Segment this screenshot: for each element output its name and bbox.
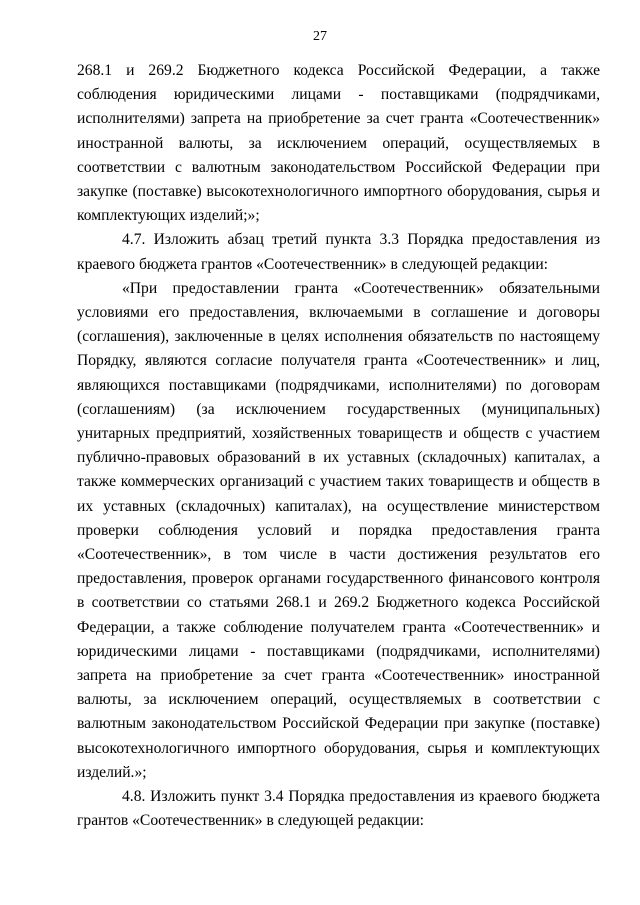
paragraph-quoted-text: «При предоставлении гранта «Соотечественник» обязательными условиями его предоставления, включаемыми в соглашение и договоры (соглашения), заключенные в целях исполнения обязательств по настоящему Порядку, являются согласие получателя гранта «Соотечественник» и лиц, являющихся поставщиками (подрядчиками, исполнителями) по договорам (соглашениям) (за исключением государственных (муниципальных) унитарных предприятий, хозяйственных товариществ и обществ с участием публично-правовых образований в их уставных (складочных) капиталах, а также коммерческих организаций с участием таких товариществ и обществ в их уставных (складочных) капиталах), на осуществление министерством проверки соблюдения условий и порядка предоставления гранта «Соотечественник», в том числе в части достижения результатов его предоставления, проверок органами государственного финансового контроля в соответствии со статьями 268.1 и 269.2 Бюджетного кодекса Российской Федерации, а также соблюдение получателем гранта «Соотечественник» и юридическими лицами - поставщиками (подрядчиками, исполнителями) запрета на приобретение за счет гранта «Соотечественник» иностранной валюты, за исключением операций, осуществляемых в соответствии с валютным законодательством Российской Федерации при закупке (поставке) высокотехнологичного импортного оборудования, сырья и комплектующих изделий.»; xyxy=(77,279,600,781)
paragraph-item-4-8: 4.8. Изложить пункт 3.4 Порядка предоставления из краевого бюджета грантов «Соотечественник» в следующей редакции: xyxy=(77,788,600,830)
page-number: 27 xyxy=(313,29,327,44)
paragraph-item-4-7: 4.7. Изложить абзац третий пункта 3.3 Порядка предоставления из краевого бюджета грантов «Соотечественник» в следующей редакции: xyxy=(77,231,600,273)
paragraph-continuation: 268.1 и 269.2 Бюджетного кодекса Российской Федерации, а также соблюдения юридическими лицами - поставщиками (подрядчиками, исполнителями) запрета на приобретение за счет гранта «Соотечественник» иностранной валюты, за исключением операций, осуществляемых в соответствии с валютным законодательством Российской Федерации при закупке (поставке) высокотехнологичного импортного оборудования, сырья и комплектующих изделий;»; xyxy=(77,62,600,225)
document-body xyxy=(77,59,600,834)
